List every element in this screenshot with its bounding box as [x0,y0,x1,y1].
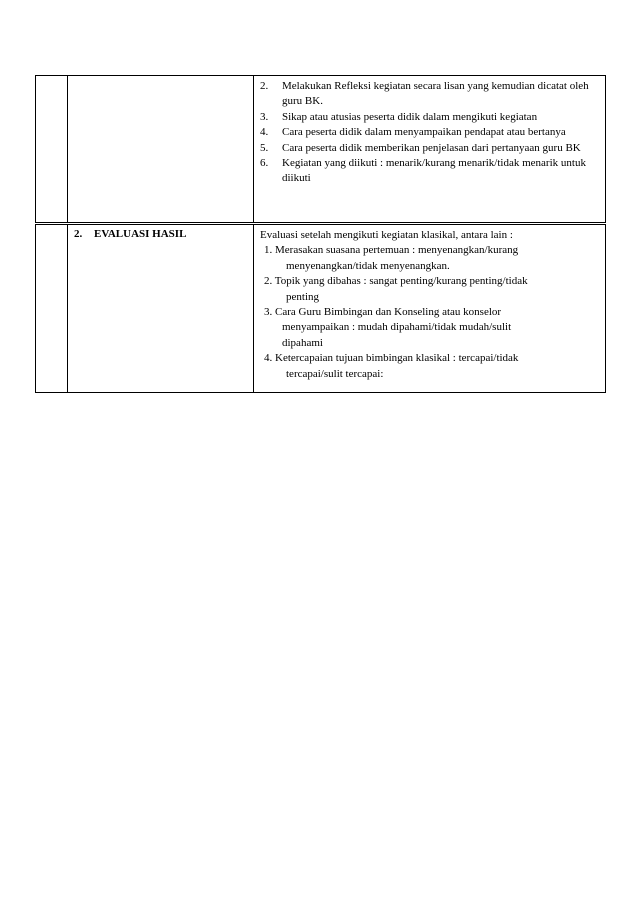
item-text-continued: menyenangkan/tidak menyenangkan. [286,259,450,272]
item-number: 6. [260,157,269,170]
list-item [260,125,599,140]
item-number: 2. [260,80,269,92]
list-item [264,305,599,351]
list-item [264,274,599,305]
item-text-continued: tercapai/sulit tercapai: [286,367,384,380]
item-text: Melakukan Refleksi kegiatan secara lisan yang kemudian dicatat oleh guru BK. [282,80,589,108]
list-item [260,141,599,156]
number-cell [36,224,68,393]
label-cell [68,224,254,393]
item-text: Cara peserta didik memberikan penjelasan dari pertanyaan guru BK [282,141,581,154]
item-text: 4. Ketercapaian tujuan bimbingan klasikal : tercapai/tidak [264,352,519,365]
list-item [260,79,599,110]
item-text: 1. Merasakan suasana pertemuan : menyenangkan/kurang [264,244,519,257]
list-item [264,351,599,382]
section-title: EVALUASI HASIL [94,228,187,240]
item-text-continued: penting [286,290,319,303]
item-number: 5. [260,141,269,154]
description-cell [254,224,606,393]
table-row [36,224,606,393]
label-cell [68,76,254,224]
indicator-list [260,79,599,187]
item-text: Sikap atau atusias peserta didik dalam mengikuti kegiatan [282,110,538,123]
list-item [264,243,599,274]
description-cell [254,76,606,224]
list-item [260,110,599,125]
item-number: 4. [260,126,269,139]
item-text: 3. Cara Guru Bimbingan dan Konseling atau konselor [264,306,502,319]
number-cell [36,76,68,224]
table-row [36,76,606,224]
document-table [35,75,606,393]
item-text: Cara peserta didik dalam menyampaikan pendapat atau bertanya [282,126,566,139]
list-item [260,156,599,187]
item-text-continued: dipahami [282,336,323,349]
section-number: 2. [74,228,83,240]
item-text-continued: menyampaikan : mudah dipahami/tidak mudah/sulit [282,321,512,334]
evaluation-intro: Evaluasi setelah mengikuti kegiatan klasikal, antara lain : [260,229,513,241]
item-number: 3. [260,110,269,123]
item-text: 2. Topik yang dibahas : sangat penting/kurang penting/tidak [264,275,528,288]
item-text: Kegiatan yang diikuti : menarik/kurang menarik/tidak menarik untuk diikuti [282,157,586,185]
